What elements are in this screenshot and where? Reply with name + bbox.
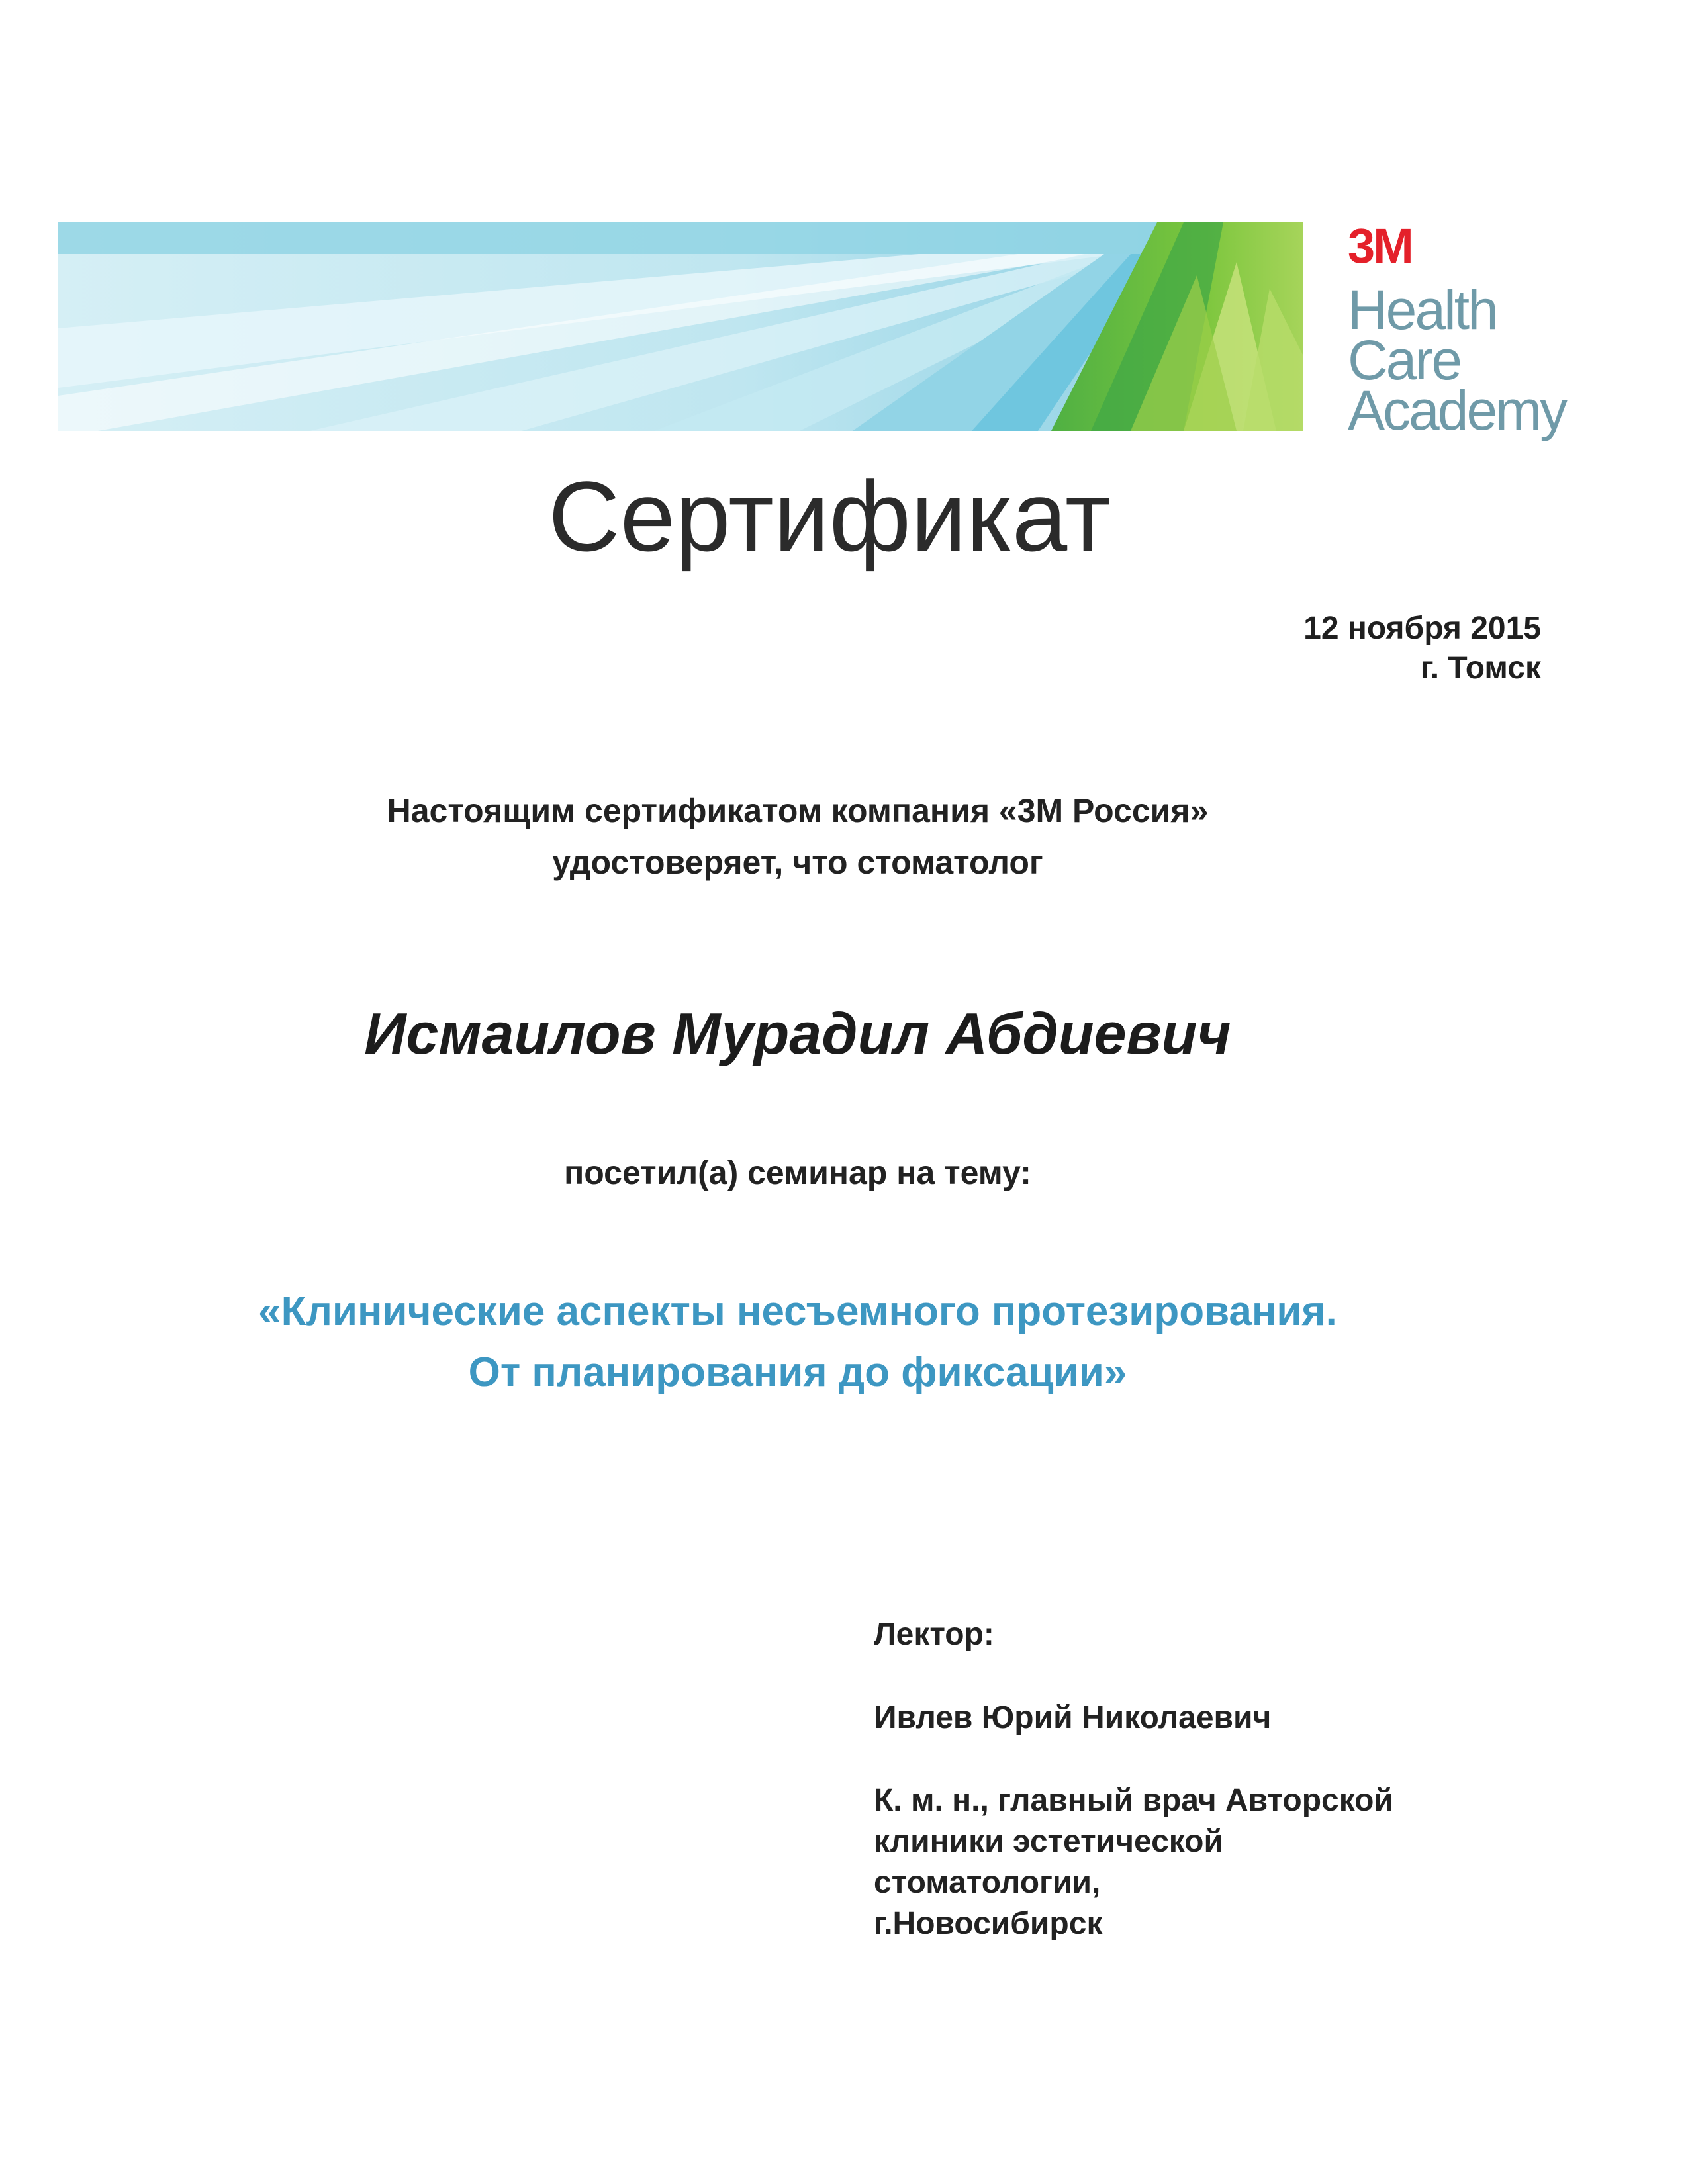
attended-text [0, 1153, 1688, 1193]
certificate-title [0, 461, 1688, 572]
intro-text [0, 785, 1688, 888]
lecturer-desc-line-3: стоматологии, [874, 1865, 1101, 1900]
lecturer-desc-line-4: г.Новосибирск [874, 1906, 1103, 1941]
attended-label: посетил(а) семинар на тему: [564, 1154, 1031, 1191]
lecturer-desc-line-1: К. м. н., главный врач Авторской [874, 1783, 1393, 1818]
intro-line-2: удостоверяет, что стоматолог [552, 844, 1043, 881]
date-place [1303, 609, 1541, 688]
certificate-title-text: Сертификат [548, 461, 1111, 572]
city: г. Томск [1420, 651, 1541, 686]
academy-line-3: Academy [1348, 379, 1566, 441]
lecturer-block [874, 1615, 1393, 1944]
lecturer-label: Лектор: [874, 1617, 994, 1652]
academy-line-2: Care [1348, 329, 1461, 391]
lecturer-description [874, 1780, 1393, 1944]
brand-logo [1348, 220, 1626, 458]
logo-3m: 3M [1348, 218, 1412, 273]
lecturer-name: Ивлев Юрий Николаевич [874, 1700, 1272, 1735]
lecturer-desc-line-2: клиники эстетической [874, 1824, 1223, 1859]
topic-line-2: От планирования до фиксации» [468, 1349, 1127, 1395]
recipient [0, 1001, 1688, 1067]
academy-line-1: Health [1348, 279, 1497, 341]
seminar-topic [0, 1281, 1688, 1403]
banner-graphic [58, 222, 1303, 431]
intro-line-1: Настоящим сертификатом компания «3М Россия» [387, 792, 1209, 829]
topic-line-1: «Клинические аспекты несъемного протезирования. [258, 1289, 1337, 1334]
recipient-name: Исмаилов Мурадил Абдиевич [364, 1001, 1231, 1066]
date: 12 ноября 2015 [1303, 611, 1541, 646]
header-banner [58, 222, 1303, 431]
